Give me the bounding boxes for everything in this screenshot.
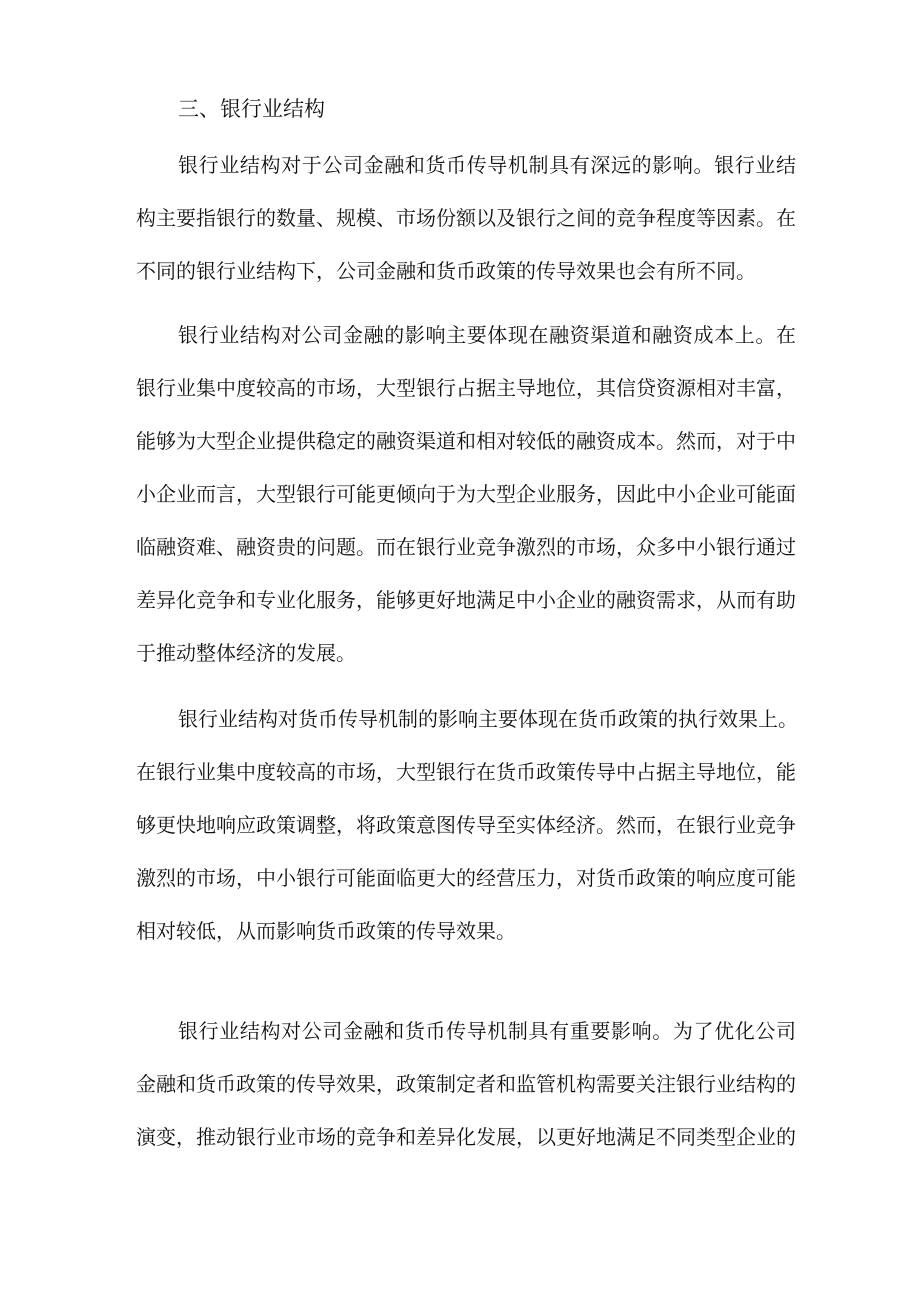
paragraph-line: 能够为大型企业提供稳定的融资渠道和相对较低的融资成本。然而，对于中 xyxy=(136,429,796,453)
paragraph-line: 银行业集中度较高的市场，大型银行占据主导地位，其信贷资源相对丰富， xyxy=(136,376,796,400)
paragraph-line: 银行业结构对公司金融的影响主要体现在融资渠道和融资成本上。在 xyxy=(178,323,796,347)
paragraph-line: 银行业结构对公司金融和货币传导机制具有重要影响。为了优化公司 xyxy=(178,1019,796,1043)
paragraph-line: 够更快地响应政策调整，将政策意图传导至实体经济。然而，在银行业竞争 xyxy=(136,813,796,837)
paragraph-line: 构主要指银行的数量、规模、市场份额以及银行之间的竞争程度等因素。在 xyxy=(136,206,796,230)
paragraph-line: 演变，推动银行业市场的竞争和差异化发展，以更好地满足不同类型企业的 xyxy=(136,1125,796,1149)
paragraph-line: 激烈的市场，中小银行可能面临更大的经营压力，对货币政策的响应度可能 xyxy=(136,866,796,890)
paragraph-line: 银行业结构对货币传导机制的影响主要体现在货币政策的执行效果上。 xyxy=(178,707,798,731)
section-heading: 三、银行业结构 xyxy=(178,97,325,121)
paragraph-line: 在银行业集中度较高的市场，大型银行在货币政策传导中占据主导地位，能 xyxy=(136,760,796,784)
paragraph-line: 临融资难、融资贵的问题。而在银行业竞争激烈的市场，众多中小银行通过 xyxy=(136,535,796,559)
paragraph-line: 差异化竞争和专业化服务，能够更好地满足中小企业的融资需求，从而有助 xyxy=(136,588,796,612)
paragraph-line: 相对较低，从而影响货币政策的传导效果。 xyxy=(136,919,516,943)
paragraph-line: 金融和货币政策的传导效果，政策制定者和监管机构需要关注银行业结构的 xyxy=(136,1072,796,1096)
paragraph-line: 不同的银行业结构下，公司金融和货币政策的传导效果也会有所不同。 xyxy=(136,259,756,283)
paragraph-line: 于推动整体经济的发展。 xyxy=(136,641,356,665)
paragraph-line: 银行业结构对于公司金融和货币传导机制具有深远的影响。银行业结 xyxy=(178,153,796,177)
paragraph-line: 小企业而言，大型银行可能更倾向于为大型企业服务，因此中小企业可能面 xyxy=(136,482,796,506)
